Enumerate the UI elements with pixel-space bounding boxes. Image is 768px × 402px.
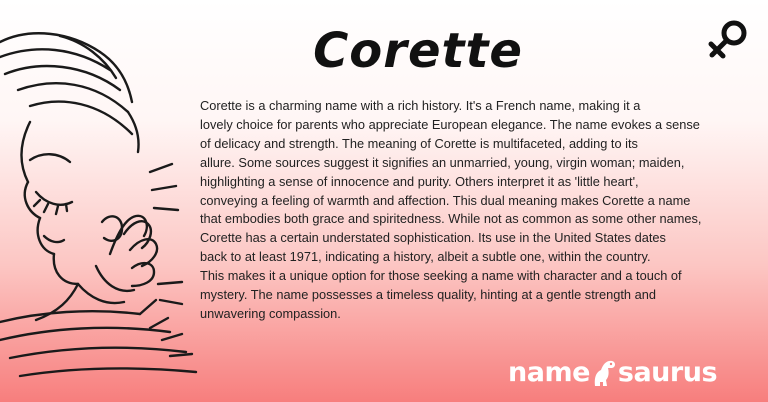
description-line: unwavering compassion.: [200, 305, 341, 321]
description-line: This makes it a unique option for those seeking a name with character and a touch of: [200, 268, 682, 284]
dinosaur-icon: [591, 358, 617, 388]
description-line: highlighting a sense of innocence and purity. Others interpret it as 'little heart',: [200, 173, 639, 189]
description-line: back to at least 1971, indicating a history, albeit a subtle one, within the country.: [200, 249, 651, 265]
name-description: [200, 97, 720, 324]
description-line: Corette is a charming name with a rich history. It's a French name, making it a: [200, 98, 641, 113]
female-symbol-icon: [706, 18, 752, 64]
description-line: Corette has a certain understated sophistication. Its use in the United States dates: [200, 230, 666, 246]
description-line: of delicacy and strength. The meaning of Corette is multifaceted, adding to its: [200, 135, 638, 151]
logo-text-saurus: saurus: [617, 356, 718, 388]
logo-text-name: name: [508, 356, 590, 388]
description-line: allure. Some sources suggest it signifies an unmarried, young, virgin woman; maiden,: [200, 154, 685, 170]
description-line: lovely choice for parents who appreciate European elegance. The name evokes a sense: [200, 116, 700, 132]
description-line: mystery. The name possesses a timeless quality, hinting at a gentle strength and: [200, 287, 656, 303]
sleeping-baby-illustration: [0, 22, 200, 392]
namesaurus-logo: [508, 352, 728, 392]
name-title: Corette: [313, 23, 523, 79]
description-line: that embodies both grace and spiritedness. While not as common as some other names,: [200, 211, 702, 227]
description-line: conveying a feeling of warmth and affection. This dual meaning makes Corette a name: [200, 192, 691, 208]
